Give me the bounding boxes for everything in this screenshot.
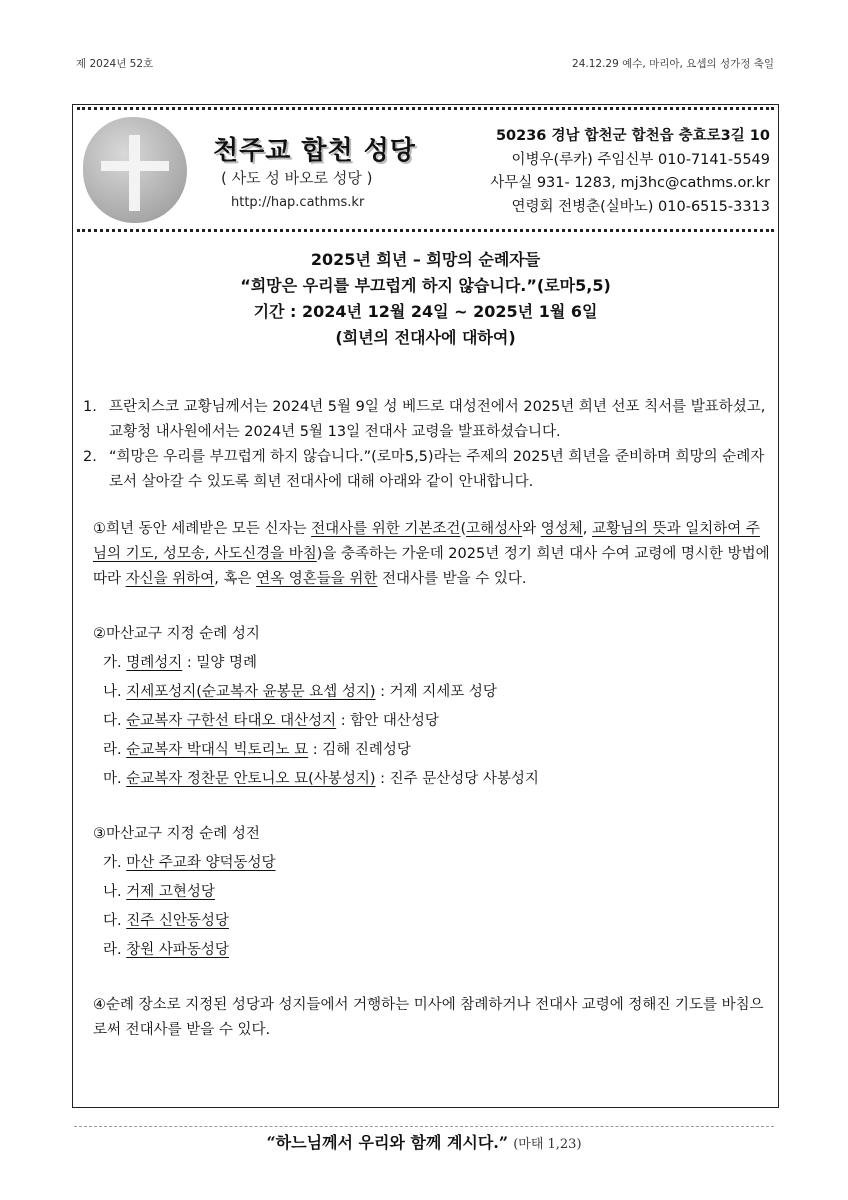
church-logo-icon [83, 117, 187, 223]
title-block [73, 247, 778, 351]
list-item: 다. 순교복자 구한선 타대오 대산성지 : 함안 대산성당 [103, 713, 439, 729]
list-item: 다. 진주 신안동성당 [103, 913, 229, 929]
intro-item-2: 2. “희망은 우리를 부끄럽게 하지 않습니다.”(로마5,5)라는 주제의 2025년 희년을 준비하며 희망의 순례자로서 살아갈 수 있도록 희년 전대사에 대해 아래와 같이 안내합니다. [83, 449, 765, 490]
council-contact: 연령회 전병춘(실바노) 010-6515-3313 [511, 198, 770, 215]
issue-number: 제 2024년 52호 [76, 58, 154, 70]
top-bar [76, 56, 774, 70]
indulgence-conditions: ①희년 동안 세례받은 모든 신자는 전대사를 위한 기본조건(고해성사와 영성체, 교황님의 뜻과 일치하여 주님의 기도, 성모송, 사도신경을 바침)을 충족하는 가운데 2025년 정기 희년 대사 수여 교령에 명시한 방법에 따라 자신을 위하여, 혹은 연옥 영혼들을 위한 전대사를 받을 수 있다. [93, 521, 770, 587]
pastor-contact: 이병우(루카) 주임신부 010-7141-5549 [511, 151, 770, 168]
title-line-4: (희년의 전대사에 대하여) [335, 328, 516, 347]
title-line-1: 2025년 희년 – 희망의 순례자들 [310, 250, 541, 269]
list-item: 가. 마산 주교좌 양덕동성당 [103, 855, 276, 871]
church-name: 천주교 합천 성당 [213, 136, 416, 166]
mass-indulgence-note: ④순례 장소로 지정된 성당과 성지들에서 거행하는 미사에 참례하거나 전대사 교령에 정해진 기도를 바침으로써 전대사를 받을 수 있다. [93, 997, 764, 1038]
church-subtitle: ( 사도 성 바오로 성당 ) [221, 169, 373, 187]
dotted-divider-bottom [77, 229, 774, 232]
pilgrimage-sites-section [83, 622, 770, 792]
footer-quote: “하느님께서 우리와 함께 계시다.” [266, 1133, 509, 1152]
list-item: 라. 창원 사파동성당 [103, 942, 229, 958]
list-item: 마. 순교복자 정찬문 안토니오 묘(사봉성지) : 진주 문산성당 사봉성지 [103, 771, 539, 787]
main-content [83, 395, 770, 1043]
intro-item-1: 1. 프란치스코 교황님께서는 2024년 5월 9일 성 베드로 대성전에서 2025년 희년 선포 칙서를 발표하셨고, 교황청 내사원에서는 2024년 5월 13일 전대사 교령을 발표하셨습니다. [83, 399, 766, 440]
list-item: 나. 거제 고현성당 [103, 884, 215, 900]
footer-divider [74, 1126, 774, 1127]
list-item: 가. 명례성지 : 밀양 명례 [103, 655, 258, 671]
section-heading: ②마산교구 지정 순례 성지 [93, 626, 260, 642]
list-item: 나. 지세포성지(순교복자 윤봉문 요셉 성지) : 거제 지세포 성당 [103, 684, 497, 700]
bulletin-frame [72, 104, 779, 1108]
section-heading: ③마산교구 지정 순례 성전 [93, 826, 260, 842]
church-url[interactable]: http://hap.cathms.kr [231, 195, 365, 210]
footer-quote-block [0, 1130, 848, 1153]
dotted-divider-top [77, 107, 774, 110]
church-address: 50236 경남 합천군 합천읍 충효로3길 10 [495, 128, 770, 144]
title-line-3: 기간 : 2024년 12월 24일 ~ 2025년 1월 6일 [253, 302, 598, 321]
footer-reference: (마태 1,23) [513, 1137, 582, 1152]
title-line-2: “희망은 우리를 부끄럽게 하지 않습니다.”(로마5,5) [240, 276, 611, 295]
date-feast: 24.12.29 예수, 마리아, 요셉의 성가정 축일 [572, 58, 774, 70]
contact-block [490, 125, 770, 219]
office-contact: 사무실 931- 1283, mj3hc@cathms.or.kr [490, 175, 770, 191]
list-item: 라. 순교복자 박대식 빅토리노 묘 : 김해 진례성당 [103, 742, 411, 758]
pilgrimage-churches-section [83, 822, 770, 963]
